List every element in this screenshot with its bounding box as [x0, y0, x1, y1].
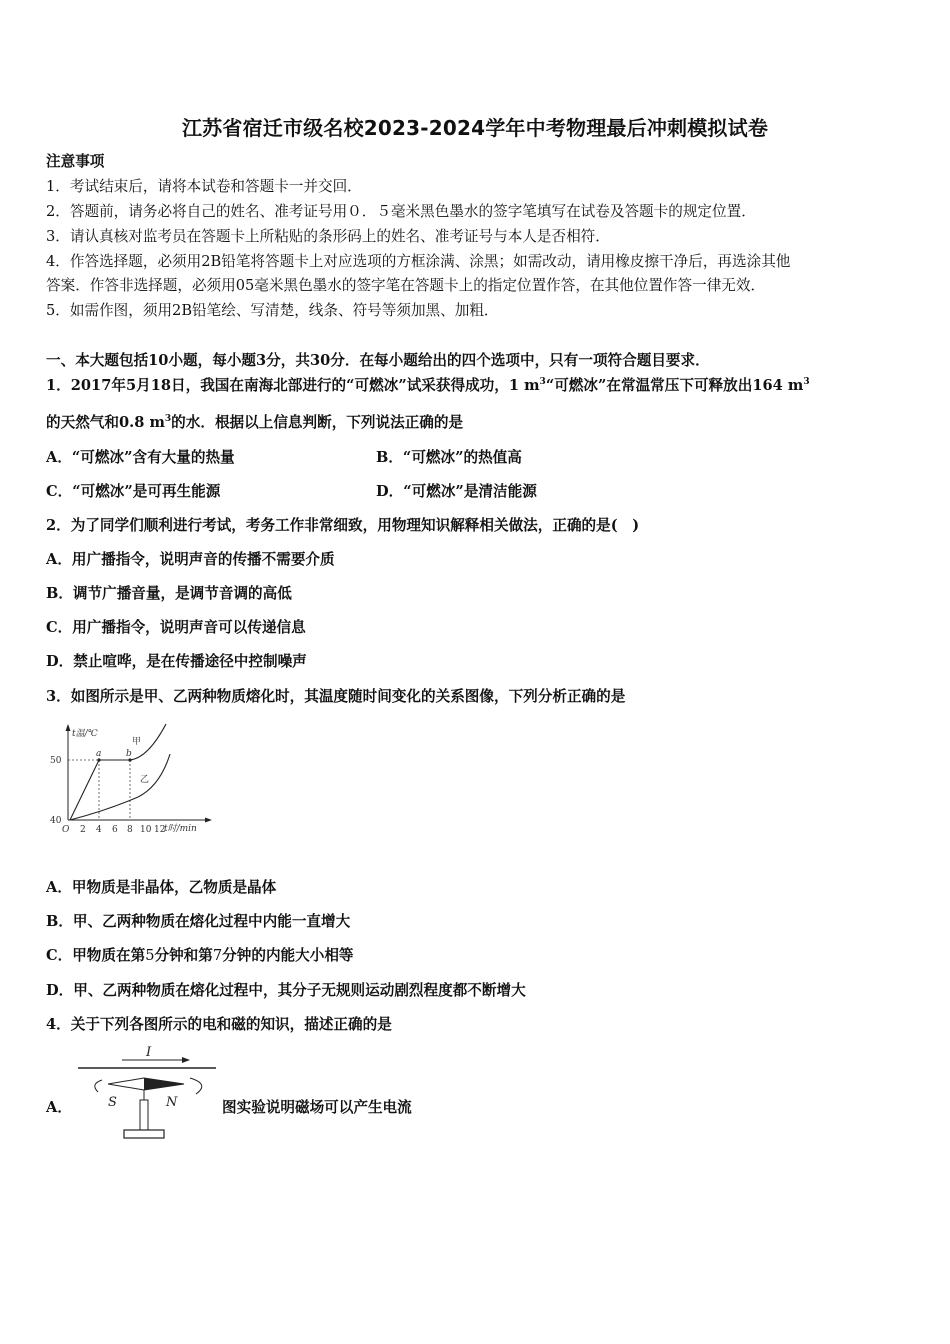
figure-pole-n: N — [166, 1095, 178, 1110]
graph-label-yi: 乙 — [140, 775, 150, 785]
q1-sup-3: 3 — [164, 414, 172, 425]
figure-rotation-arrow-right — [190, 1078, 202, 1094]
q1-option-a: A．“可燃冰”含有大量的热量 — [46, 449, 235, 466]
graph-y-axis-label: t温/℃ — [72, 729, 98, 739]
section-heading: 一、本大题包括10小题，每小题3分，共30分．在每小题给出的四个选项中，只有一项符合题目要求． — [46, 352, 710, 369]
graph-x-tick-4: 4 — [96, 825, 102, 835]
q3-option-c-text-c: 分钟的内能大小相等 — [222, 947, 354, 964]
q2-option-d: D．禁止喧哗，是在传播途径中控制噪声 — [46, 653, 307, 670]
q3-option-d: D．甲、乙两种物质在熔化过程中，其分子无规则运动剧烈程度都不断增大 — [46, 982, 526, 999]
graph-y-arrow — [66, 724, 71, 731]
q4-magnetic-needle-figure — [72, 1044, 220, 1144]
graph-x-tick-0: O — [62, 825, 70, 835]
q3-temperature-graph — [48, 722, 214, 838]
graph-x-tick-12: 12 — [154, 825, 166, 835]
q1-stem-line2 — [46, 413, 463, 433]
graph-label-a: a — [96, 749, 102, 759]
q1-sup-2: 3 — [803, 377, 810, 388]
q1-options-row2 — [46, 482, 746, 502]
graph-x-arrow — [205, 818, 212, 823]
graph-y-tick-50: 50 — [50, 756, 62, 766]
page-title: 江苏省宿迁市级名校2023-2024学年中考物理最后冲刺模拟试卷 — [181, 116, 769, 140]
q1-option-b: B．“可燃冰”的热值高 — [376, 449, 522, 466]
figure-rotation-arrow-left — [95, 1080, 102, 1092]
q1-sup-1: 3 — [539, 377, 546, 388]
q4-stem: 4．关于下列各图所示的电和磁的知识，描述正确的是 — [46, 1016, 392, 1033]
graph-x-tick-2: 2 — [80, 825, 86, 835]
q3-option-a: A．甲物质是非晶体，乙物质是晶体 — [46, 879, 277, 896]
graph-curve-yi — [70, 754, 170, 820]
graph-x-tick-10: 10 — [140, 825, 152, 835]
notice-item-2: 2．答题前，请务必将自己的姓名、准考证号用０．５毫米黑色墨水的签字笔填写在试卷及答题卡的规定位置． — [46, 203, 756, 220]
q1-text-a: 1．2017年5月18日，我国在南海北部进行的“可燃冰”试采获得成功，1 m — [46, 377, 540, 394]
q2-option-c: C．用广播指令，说明声音可以传递信息 — [46, 619, 306, 636]
q4-option-a-text: 图实验说明磁场可以产生电流 — [222, 1099, 412, 1116]
figure-base — [124, 1130, 164, 1138]
q3-option-c-text-a: C．甲物质在第 — [46, 947, 146, 964]
notice-item-4-continued: 答案．作答非选择题，必须用05毫米黑色墨水的签字笔在答题卡上的指定位置作答，在其他位置作答一律无效． — [46, 277, 766, 294]
q3-option-c-num-2: 7 — [212, 947, 223, 964]
q1-stem-line1 — [46, 376, 810, 396]
graph-x-tick-8: 8 — [127, 825, 133, 835]
notice-item-5: 5．如需作图，须用2B铅笔绘、写清楚，线条、符号等须加黑、加粗． — [46, 302, 499, 319]
q1-text-b: “可燃冰”在常温常压下可释放出164 m — [545, 377, 804, 394]
q3-option-c — [46, 946, 354, 966]
figure-current-arrowhead — [182, 1057, 190, 1063]
q2-stem: 2．为了同学们顺利进行考试，考务工作非常细致，用物理知识解释相关做法，正确的是( ) — [46, 517, 640, 534]
figure-needle-north — [144, 1078, 184, 1090]
graph-x-axis-label: t时/min — [164, 824, 197, 834]
q1-option-c: C．“可燃冰”是可再生能源 — [46, 483, 221, 500]
q3-option-b: B．甲、乙两种物质在熔化过程中内能一直增大 — [46, 913, 351, 930]
q3-option-c-text-b: 分钟和第 — [154, 947, 213, 964]
graph-x-tick-6: 6 — [112, 825, 118, 835]
q4-option-a-label: A． — [46, 1099, 72, 1116]
graph-label-b: b — [126, 749, 132, 759]
notice-heading: 注意事项 — [46, 153, 105, 170]
graph-y-tick-40: 40 — [50, 816, 62, 826]
notice-item-3: 3．请认真核对监考员在答题卡上所粘贴的条形码上的姓名、准考证号与本人是否相符． — [46, 228, 610, 245]
q1-option-d: D．“可燃冰”是清洁能源 — [376, 483, 537, 500]
figure-pole-s: S — [108, 1095, 117, 1110]
q1-options-row1 — [46, 448, 746, 468]
notice-item-4: 4．作答选择题，必须用2B铅笔将答题卡上对应选项的方框涂满、涂黑；如需改动，请用橡皮擦干净后，再选涂其他 — [46, 253, 791, 270]
figure-current-label: I — [146, 1045, 152, 1060]
graph-label-jia: 甲 — [132, 737, 142, 747]
q3-stem: 3．如图所示是甲、乙两种物质熔化时，其温度随时间变化的关系图像，下列分析正确的是 — [46, 688, 626, 705]
notice-item-1: 1．考试结束后，请将本试卷和答题卡一并交回． — [46, 178, 362, 195]
q1-text-c: 的天然气和0.8 m — [46, 414, 165, 431]
q2-option-b: B．调节广播音量，是调节音调的高低 — [46, 585, 292, 602]
q1-text-d: 的水．根据以上信息判断，下列说法正确的是 — [171, 414, 464, 431]
q3-option-c-num-1: 5 — [145, 947, 155, 964]
figure-stand — [140, 1100, 148, 1130]
q2-option-a: A．用广播指令，说明声音的传播不需要介质 — [46, 551, 335, 568]
